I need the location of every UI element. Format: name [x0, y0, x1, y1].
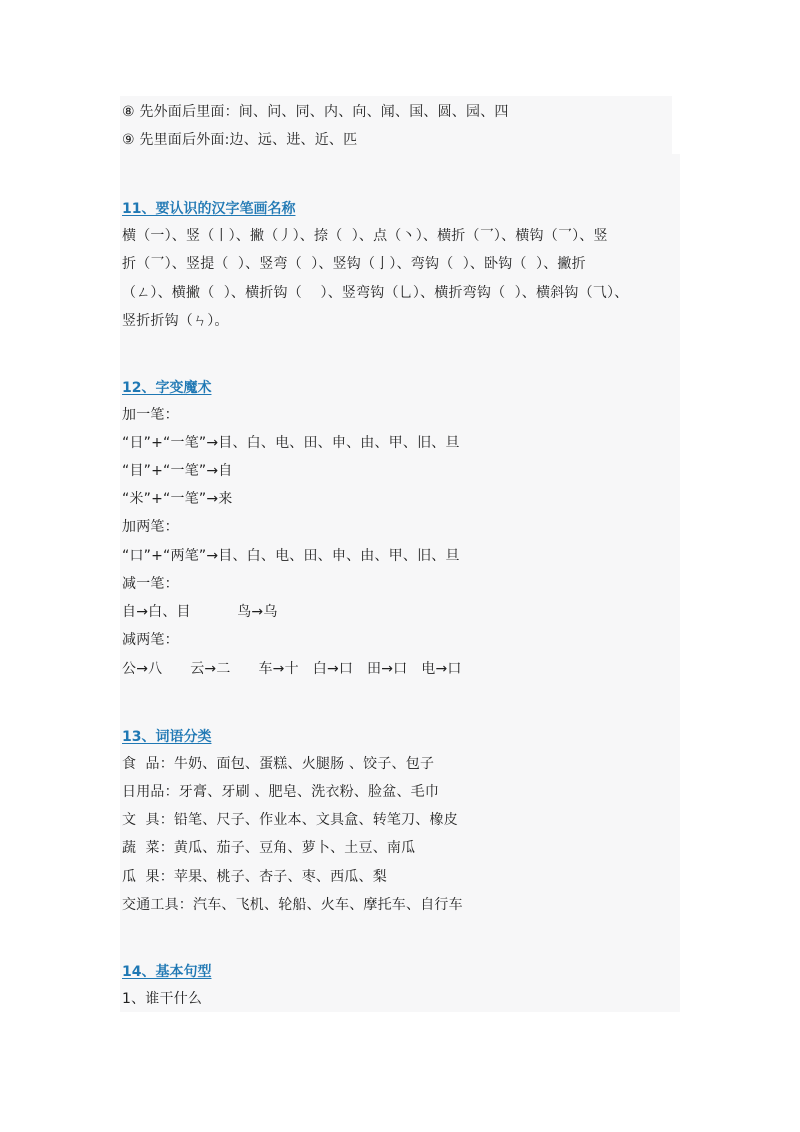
magic-line: 自→白、目 鸟→乌: [122, 604, 278, 620]
magic-line: “目”+“一笔”→自: [122, 463, 233, 479]
magic-line: 加一笔：: [122, 407, 179, 423]
magic-line: “米”+“一笔”→来: [122, 491, 233, 507]
stroke-order-rule-9: ⑨ 先里面后外面:边、远、进、近、匹: [122, 132, 358, 148]
section-11-heading: 11、要认识的汉字笔画名称: [122, 201, 296, 217]
word-category-line: 文 具：铅笔、尺子、作业本、文具盒、转笔刀、橡皮: [122, 812, 458, 828]
sentence-pattern-line: 1、谁干什么: [122, 991, 203, 1007]
stroke-names-line: 横（一）、竖（丨）、撇（丿）、捺（ ）、点（丶）、横折（乛）、横钩（乛）、竖: [122, 228, 608, 244]
magic-line: 公→八 云→二 车→十 白→口 田→口 电→口: [122, 661, 462, 677]
section-12-heading: 12、字变魔术: [122, 380, 212, 396]
stroke-names-line: 折（乛）、竖提（ ）、竖弯（ ）、竖钩（亅）、弯钩（ ）、卧钩（ ）、撇折: [122, 256, 586, 272]
magic-line: 减一笔：: [122, 576, 179, 592]
magic-line: 加两笔：: [122, 519, 179, 535]
stroke-names-line: 竖折折钩（ㄣ）。: [122, 313, 229, 329]
magic-line: “日”+“一笔”→目、白、电、田、申、由、甲、旧、旦: [122, 435, 460, 451]
word-category-line: 蔬 菜：黄瓜、茄子、豆角、萝卜、土豆、南瓜: [122, 840, 416, 856]
section-13-heading: 13、词语分类: [122, 729, 212, 745]
word-category-line: 瓜 果：苹果、桃子、杏子、枣、西瓜、梨: [122, 869, 387, 885]
stroke-order-rule-8: ⑧ 先外面后里面：间、问、同、内、向、闻、国、圆、园、四: [122, 104, 509, 120]
magic-line: “口”+“两笔”→目、白、电、田、申、由、甲、旧、旦: [122, 548, 460, 564]
magic-line: 减两笔：: [122, 632, 179, 648]
word-category-line: 食 品：牛奶、面包、蛋糕、火腿肠 、饺子、包子: [122, 756, 435, 772]
word-category-line: 交通工具：汽车、飞机、轮船、火车、摩托车、自行车: [122, 897, 463, 913]
word-category-line: 日用品：牙膏、牙刷 、肥皂、洗衣粉、脸盆、毛巾: [122, 784, 440, 800]
stroke-names-line: （ㄥ）、横撇（ ）、横折钩（ ）、竖弯钩（乚）、横折弯钩（ ）、横斜钩（⺄）、: [122, 285, 629, 301]
section-14-heading: 14、基本句型: [122, 964, 212, 980]
